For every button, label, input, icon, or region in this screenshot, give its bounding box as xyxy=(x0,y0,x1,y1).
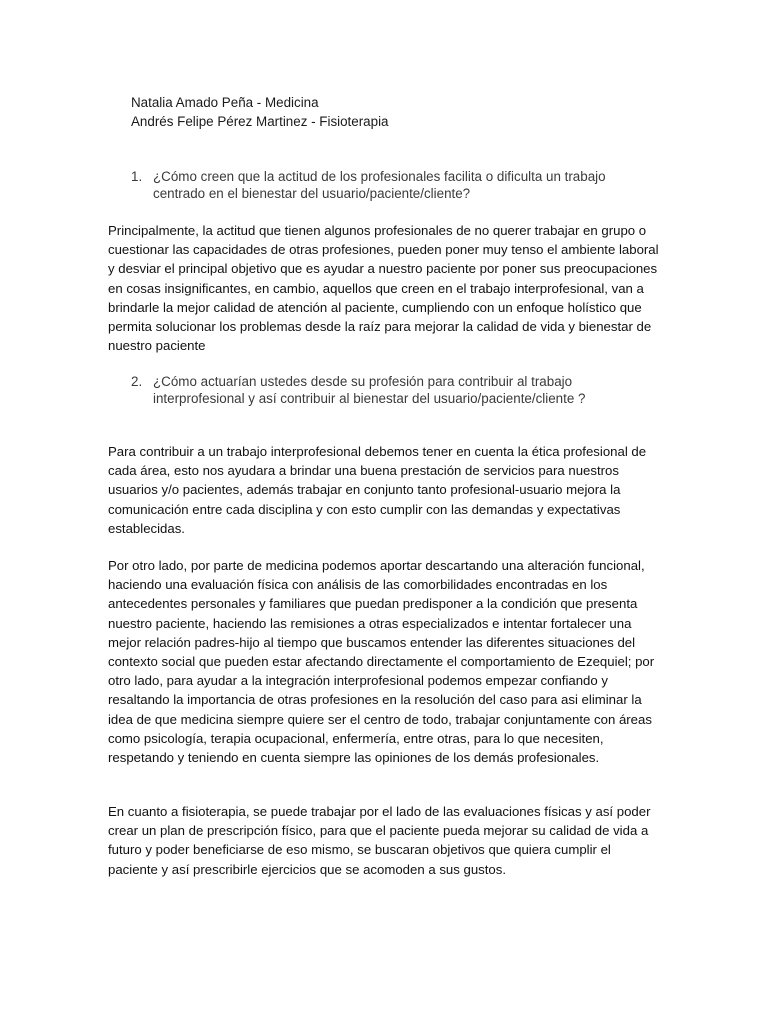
author-name: Natalia Amado Peña - Medicina xyxy=(131,95,319,110)
answer-paragraph: Por otro lado, por parte de medicina podemos aportar descartando una alteración funcional, haciendo una evaluación física con análisis de las comorbilidades encontradas en los antecedentes personales y familiares que puedan predisponer a la condición que presenta nuestro paciente, haciendo las remisiones a otras especializados e intentar fortalecer una mejor relación padres-hijo al tiempo que buscamos entender las diferentes situaciones del contexto social que pueden estar afectando directamente el comportamiento de Ezequiel; por otro lado, para ayudar a la integración interprofesional podemos empezar confiando y resaltando la importancia de otras profesiones en la resolución del caso para asi eliminar la idea de que medicina siempre quiere ser el centro de todo, trabajar conjuntamente con áreas como psicología, terapia ocupacional, enfermería, entre otras, para lo que necesiten, respetando y teniendo en cuenta siempre las opiniones de los demás profesionales. xyxy=(108,558,655,766)
question-item xyxy=(131,373,651,407)
question-number: 2. xyxy=(131,374,143,389)
question-text: ¿Cómo actuarían ustedes desde su profesión para contribuir al trabajo interprofesional y así contribuir al bienestar del usuario/paciente/cliente ? xyxy=(153,374,586,406)
answer-paragraph: En cuanto a fisioterapia, se puede trabajar por el lado de las evaluaciones físicas y así poder crear un plan de prescripción físico, para que el paciente pueda mejorar su calidad de vida a futuro y poder beneficiarse de eso mismo, se buscaran objetivos que quiera cumplir el paciente y así prescribirle ejercicios que se acomoden a sus gustos. xyxy=(108,804,651,877)
answer-paragraph: Principalmente, la actitud que tienen algunos profesionales de no querer trabajar en grupo o cuestionar las capacidades de otras profesiones, pueden poner muy tenso el ambiente laboral y desviar el principal objetivo que es ayudar a nuestro paciente por poner sus preocupaciones en cosas insignificantes, en cambio, aquellos que creen en el trabajo interprofesional, van a brindarle la mejor calidad de atención al paciente, cumpliendo con un enfoque holístico que permita solucionar los problemas desde la raíz para mejorar la calidad de vida y bienestar de nuestro paciente xyxy=(108,223,659,354)
author-name: Andrés Felipe Pérez Martinez - Fisioterapia xyxy=(131,114,389,129)
question-number: 1. xyxy=(131,169,143,184)
author-list xyxy=(131,93,389,131)
answer-paragraph: Para contribuir a un trabajo interprofesional debemos tener en cuenta la ética profesional de cada área, esto nos ayudara a brindar una buena prestación de servicios para nuestros usuarios y/o pacientes, además trabajar en conjunto tanto profesional-usuario mejora la comunicación entre cada disciplina y con esto cumplir con las demandas y expectativas establecidas. xyxy=(108,444,647,536)
question-item xyxy=(131,168,651,202)
question-text: ¿Cómo creen que la actitud de los profesionales facilita o dificulta un trabajo centrado en el bienestar del usuario/paciente/cliente? xyxy=(153,169,606,201)
